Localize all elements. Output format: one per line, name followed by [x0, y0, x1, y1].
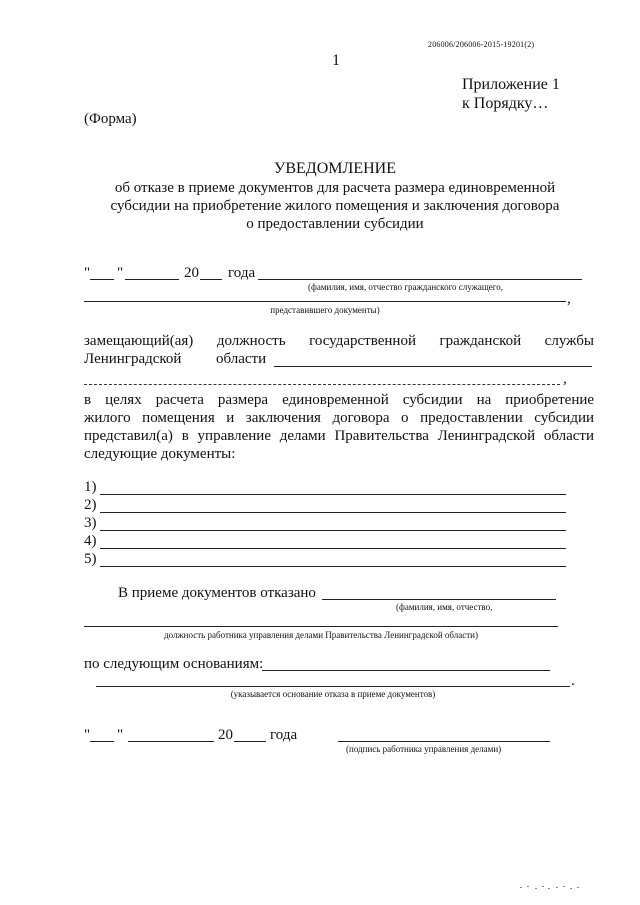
word: помещения — [142, 410, 215, 426]
official-position-caption: должность работника управления делами Правительства Ленинградской области) — [164, 630, 478, 640]
document-field-5[interactable] — [100, 566, 566, 567]
date-quote-open: " — [84, 265, 91, 281]
official-name-caption: (фамилия, имя, отчество, — [396, 602, 493, 612]
position-line1 — [84, 332, 594, 350]
appendix-line1: Приложение 1 — [462, 76, 560, 93]
word: размера — [217, 392, 269, 408]
document-field-4[interactable] — [100, 548, 566, 549]
document-field-1[interactable] — [100, 494, 566, 495]
position-field[interactable] — [274, 366, 592, 367]
list-item-number: 3) — [84, 515, 97, 531]
word: на — [476, 392, 492, 408]
word: договора — [332, 410, 390, 426]
word: субсидии — [534, 410, 594, 426]
document-id: 206006/206006-2015-19201(2) — [428, 40, 535, 49]
word: и — [226, 410, 235, 426]
list-item-number: 5) — [84, 551, 97, 567]
word: заключения — [245, 410, 321, 426]
date-quote-close: " — [117, 265, 124, 281]
purpose-line2 — [84, 409, 594, 427]
submitter-caption: представившего документы) — [270, 305, 380, 315]
comma-mark: , — [567, 291, 571, 307]
word: управление — [197, 428, 271, 444]
list-item-number: 1) — [84, 479, 97, 495]
day-field[interactable] — [90, 279, 114, 280]
document-field-2[interactable] — [100, 512, 566, 513]
grounds-label: по следующим основаниям: — [84, 656, 264, 672]
word: гражданской — [439, 333, 522, 349]
word: делами — [279, 428, 326, 444]
month-field[interactable] — [125, 279, 179, 280]
official-name-field[interactable] — [322, 599, 556, 600]
document-title: УВЕДОМЛЕНИЕ — [274, 160, 396, 177]
word: расчета — [155, 392, 204, 408]
year-prefix: 20 — [184, 265, 199, 281]
form-label: (Форма) — [84, 111, 137, 127]
word: жилого — [84, 410, 131, 426]
appendix-line2: к Порядку… — [462, 95, 549, 112]
title-line2: субсидии на приобретение жилого помещения и заключения договора — [110, 198, 560, 214]
page-number: 1 — [332, 52, 340, 69]
word: представил(а) — [84, 428, 173, 444]
list-item-number: 4) — [84, 533, 97, 549]
official-position-field[interactable] — [84, 626, 558, 627]
document-field-3[interactable] — [100, 530, 566, 531]
title-line3: о предоставлении субсидии — [246, 216, 424, 232]
word: замещающий(ая) — [84, 333, 194, 349]
word: Ленинградской — [437, 428, 536, 444]
word: приобретение — [505, 392, 595, 408]
title-line1: об отказе в приеме документов для расчета размера единовременной — [114, 180, 556, 196]
purpose-line4: следующие документы: — [84, 446, 236, 462]
word: должность — [216, 333, 286, 349]
word: службы — [544, 333, 594, 349]
period-mark: . — [571, 673, 575, 689]
purpose-line3 — [84, 427, 594, 445]
date-quote-close: " — [117, 727, 124, 743]
word: о — [401, 410, 409, 426]
refusal-label: В приеме документов отказано — [118, 585, 316, 601]
signature-field[interactable] — [338, 741, 550, 742]
year-word: года — [270, 727, 298, 743]
word: в — [84, 392, 92, 408]
purpose-line1 — [84, 391, 594, 409]
word: единовременной — [282, 392, 389, 408]
date-quote-open: " — [84, 727, 91, 743]
position-field-2[interactable] — [84, 384, 560, 385]
grounds-field-2[interactable] — [96, 686, 570, 687]
employee-name-caption: (фамилия, имя, отчество гражданского служащего, — [308, 282, 504, 292]
word: государственной — [309, 333, 416, 349]
year-prefix: 20 — [218, 727, 233, 743]
word: целях — [105, 392, 142, 408]
word: области — [543, 428, 595, 444]
comma-mark-2: , — [563, 371, 567, 387]
list-item-number: 2) — [84, 497, 97, 513]
year-word: года — [228, 265, 256, 281]
word: в — [181, 428, 189, 444]
grounds-caption: (указывается основание отказа в приеме документов) — [230, 689, 436, 699]
signature-year-field[interactable] — [234, 741, 266, 742]
employee-name-field-2[interactable] — [84, 301, 566, 302]
signature-caption: (подпись работника управления делами) — [346, 744, 502, 754]
oblast-word: области — [216, 351, 267, 367]
region-word: Ленинградской — [84, 351, 182, 367]
signature-day-field[interactable] — [90, 741, 114, 742]
grounds-field[interactable] — [262, 670, 550, 671]
word: предоставлении — [420, 410, 523, 426]
word: Правительства — [334, 428, 429, 444]
word: субсидии — [402, 392, 463, 408]
year-field[interactable] — [200, 279, 222, 280]
signature-month-field[interactable] — [128, 741, 214, 742]
employee-name-field[interactable] — [258, 279, 582, 280]
